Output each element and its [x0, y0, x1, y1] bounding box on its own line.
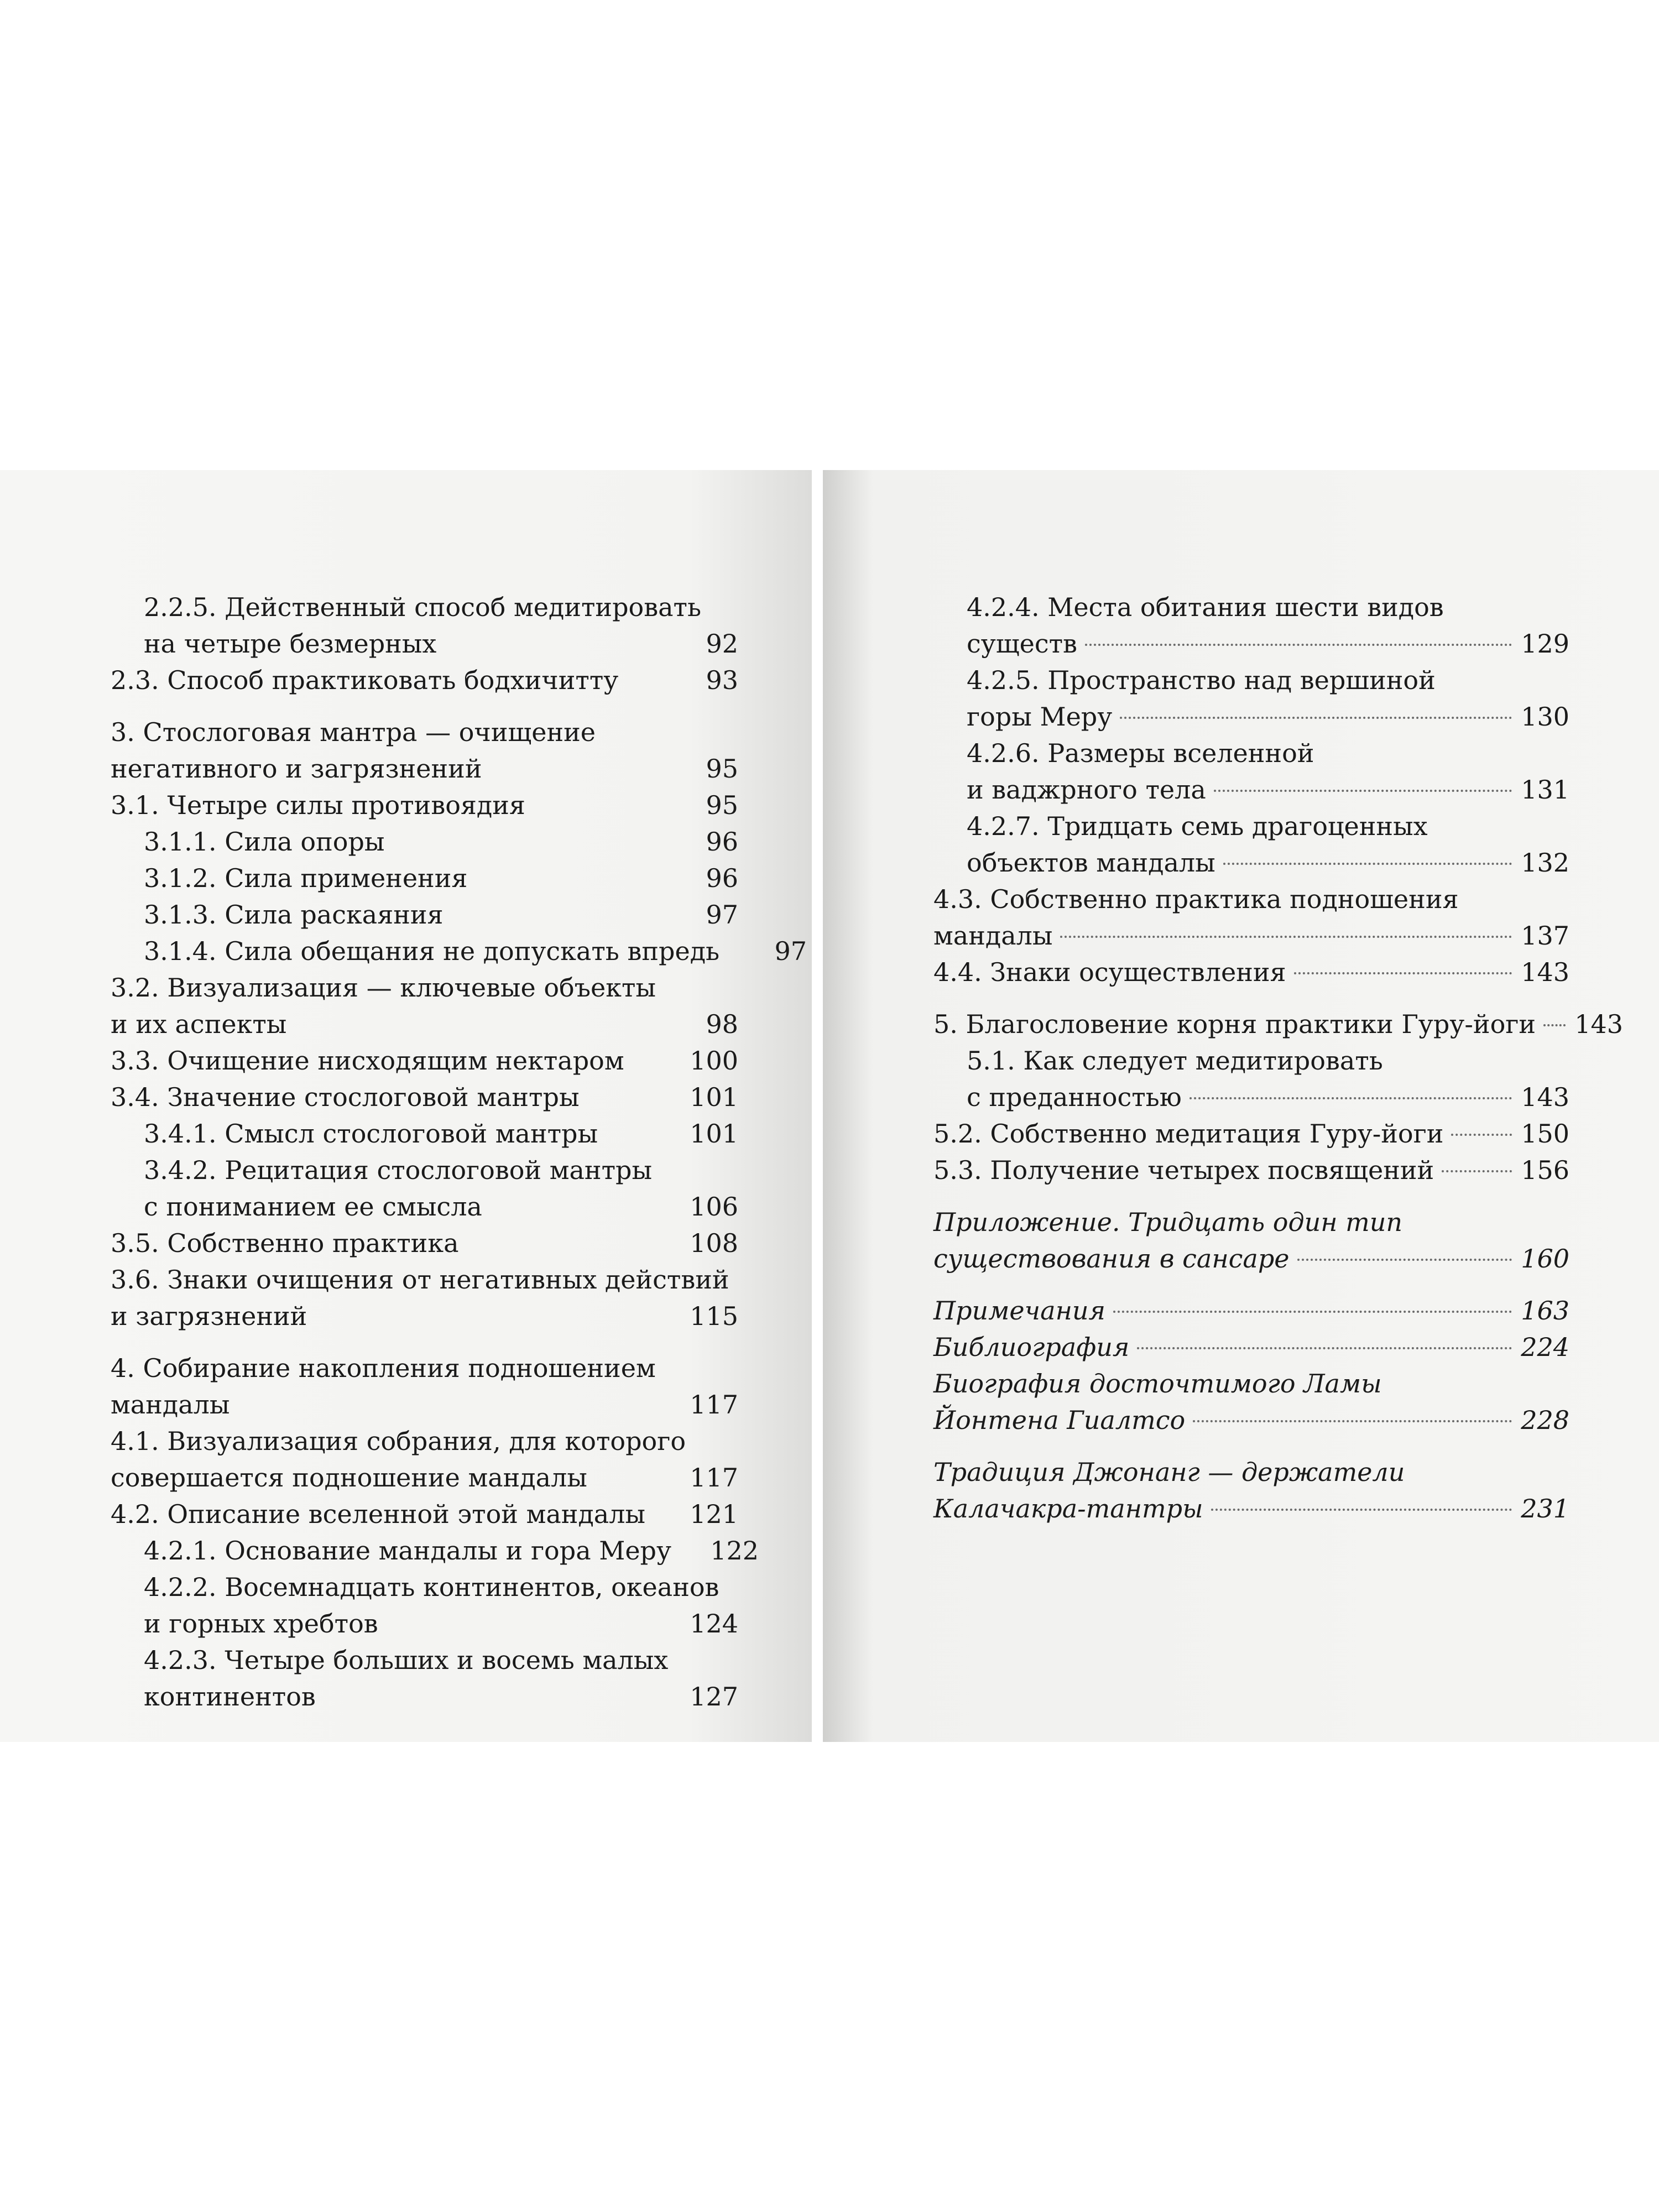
toc-entry-last-line	[144, 1678, 738, 1715]
toc-entry-last-line	[144, 823, 738, 860]
toc-entry-title: 5.2. Собственно медитация Гуру-йоги	[933, 1119, 1444, 1149]
toc-entry	[111, 1261, 738, 1334]
toc-entry-title: и ваджрного тела	[967, 775, 1206, 805]
toc-entry-title: и горных хребтов	[144, 1609, 378, 1639]
toc-entry	[111, 589, 738, 662]
toc-entry-title: негативного и загрязнений	[111, 754, 482, 784]
toc-entry-title: объектов мандалы	[967, 848, 1215, 878]
toc-entry	[111, 896, 738, 933]
toc-entry	[933, 1329, 1569, 1365]
toc-page-number: 98	[706, 1009, 738, 1039]
toc-page-number: 160	[1521, 1244, 1569, 1274]
dot-leader	[1193, 1420, 1512, 1422]
toc-entry-last-line	[144, 625, 738, 662]
toc-entry-title: совершается подношение мандалы	[111, 1463, 587, 1493]
toc-entry	[111, 823, 738, 860]
toc-entry	[933, 954, 1569, 990]
left-page	[0, 470, 812, 1742]
toc-entry	[933, 1454, 1569, 1527]
toc-entry-title: и их аспекты	[111, 1009, 287, 1039]
toc-page-number: 127	[690, 1682, 738, 1712]
toc-entry-text-line: 2.2.5. Действенный способ медитировать	[144, 592, 702, 622]
toc-page-number: 93	[706, 665, 738, 695]
toc-entry-last-line	[967, 698, 1569, 735]
toc-page-number: 97	[706, 900, 738, 930]
toc-entry-text-line: 4.2.7. Тридцать семь драгоценных	[967, 811, 1428, 841]
toc-entry-text-line: 4.3. Собственно практика подношения	[933, 884, 1459, 914]
toc-entry-last-line	[967, 771, 1569, 808]
toc-entry-title: 3.1.1. Сила опоры	[144, 827, 385, 857]
toc-entry	[933, 1006, 1624, 1042]
toc-entry-text-line: Традиция Джонанг — держатели	[933, 1457, 1405, 1487]
toc-entry-last-line	[111, 750, 738, 787]
dot-leader	[1543, 1024, 1566, 1026]
toc-entry-last-line	[111, 1079, 738, 1115]
toc-entry-title: 2.3. Способ практиковать бодхичитту	[111, 665, 619, 695]
toc-entry-text-line: 4.1. Визуализация собрания, для которого	[111, 1426, 686, 1456]
toc-entry-text-line: 3.2. Визуализация — ключевые объекты	[111, 973, 656, 1003]
toc-entry	[111, 1350, 738, 1423]
toc-entry-text-line: 4. Собирание накопления подношением	[111, 1353, 656, 1383]
toc-entry-title: 3.1.3. Сила раскаяния	[144, 900, 444, 930]
toc-entry-title: континентов	[144, 1682, 316, 1712]
toc-entry	[933, 662, 1569, 735]
toc-entry-last-line	[111, 1386, 738, 1423]
toc-entry-text-line: 4.2.3. Четыре больших и восемь малых	[144, 1645, 669, 1675]
toc-page-number: 108	[690, 1228, 738, 1258]
toc-entry-text-line: 4.2.5. Пространство над вершиной	[967, 665, 1436, 695]
right-page	[823, 470, 1659, 1742]
toc-entry-title: мандалы	[933, 921, 1053, 951]
toc-page-number: 122	[710, 1536, 759, 1566]
toc-page-number: 143	[1521, 957, 1569, 987]
toc-entry-title: с пониманием ее смысла	[144, 1192, 482, 1222]
toc-entry-last-line	[933, 1240, 1569, 1277]
toc-entry-last-line	[967, 625, 1569, 662]
toc-entry-text-line: 4.2.2. Восемнадцать континентов, океанов	[144, 1572, 719, 1602]
toc-entry-title: 5. Благословение корня практики Гуру-йоги	[933, 1009, 1536, 1039]
dot-leader	[1451, 1134, 1512, 1136]
toc-entry-last-line	[933, 917, 1569, 954]
toc-entry-last-line	[111, 1042, 738, 1079]
toc-page-number: 96	[706, 827, 738, 857]
toc-page-number: 117	[690, 1390, 738, 1420]
toc-entry-last-line	[111, 1006, 738, 1042]
toc-entry-last-line	[111, 1459, 738, 1496]
toc-entry-title: 3.4.1. Смысл стослоговой мантры	[144, 1119, 598, 1149]
toc-entry-title: 3.1. Четыре силы противоядия	[111, 790, 525, 820]
toc-page-number: 101	[690, 1119, 738, 1149]
toc-entry-last-line	[111, 787, 738, 823]
toc-entry	[111, 662, 738, 698]
toc-page-number: 97	[774, 936, 807, 966]
toc-entry	[111, 1042, 738, 1079]
toc-entry-last-line	[933, 1152, 1569, 1188]
toc-page-number: 156	[1521, 1155, 1569, 1185]
toc-entry-title: Библиография	[933, 1332, 1130, 1362]
toc-page-number: 96	[706, 863, 738, 893]
right-toc	[933, 589, 1624, 1527]
toc-entry-title: с преданностью	[967, 1082, 1182, 1112]
toc-entry	[933, 589, 1569, 662]
toc-page-number: 124	[690, 1609, 738, 1639]
toc-page-number: 121	[690, 1499, 738, 1529]
toc-entry-last-line	[111, 1496, 738, 1532]
toc-entry-last-line	[111, 1225, 738, 1261]
toc-entry-text-line: 3. Стослоговая мантра — очищение	[111, 717, 596, 747]
toc-entry	[111, 1642, 738, 1715]
toc-entry-last-line	[144, 933, 807, 969]
toc-entry-last-line	[933, 1006, 1624, 1042]
toc-entry-last-line	[144, 860, 738, 896]
toc-entry-text-line: Приложение. Тридцать один тип	[933, 1207, 1403, 1237]
toc-page-number: 224	[1521, 1332, 1569, 1362]
toc-entry	[933, 1115, 1569, 1152]
dot-leader	[1442, 1170, 1512, 1172]
toc-entry-last-line	[933, 1490, 1569, 1527]
toc-entry	[933, 1365, 1569, 1438]
left-toc	[111, 589, 807, 1715]
toc-entry-title: Примечания	[933, 1296, 1105, 1326]
toc-entry-title: горы Меру	[967, 702, 1113, 732]
dot-leader	[1223, 863, 1512, 865]
toc-entry-last-line	[111, 1298, 738, 1334]
toc-entry-title: Йонтена Гиалтсо	[933, 1405, 1186, 1435]
toc-entry	[111, 1532, 759, 1569]
dot-leader	[1214, 790, 1512, 792]
toc-entry	[111, 714, 738, 787]
toc-entry	[111, 860, 738, 896]
toc-entry	[111, 1152, 738, 1225]
dot-leader	[1060, 936, 1512, 938]
toc-page-number: 129	[1521, 629, 1569, 659]
dot-leader	[1120, 717, 1512, 719]
toc-entry-title: 3.5. Собственно практика	[111, 1228, 459, 1258]
toc-entry-title: существования в сансаре	[933, 1244, 1290, 1274]
toc-entry-title: 3.1.4. Сила обещания не допускать впредь	[144, 936, 720, 966]
toc-page-number: 231	[1521, 1494, 1569, 1524]
toc-entry-title: существ	[967, 629, 1077, 659]
dot-leader	[1113, 1311, 1512, 1313]
toc-page-number: 163	[1521, 1296, 1569, 1326]
toc-page-number: 92	[706, 629, 738, 659]
toc-entry	[933, 1204, 1569, 1277]
toc-entry-last-line	[144, 1115, 738, 1152]
toc-page-number: 106	[690, 1192, 738, 1222]
toc-page-number: 115	[690, 1301, 738, 1331]
toc-entry-title: на четыре безмерных	[144, 629, 437, 659]
toc-entry	[111, 1423, 738, 1496]
dot-leader	[1085, 644, 1512, 646]
toc-entry-text-line: 5.1. Как следует медитировать	[967, 1046, 1383, 1076]
toc-page-number: 130	[1521, 702, 1569, 732]
toc-entry	[933, 808, 1569, 881]
dot-leader	[1297, 1259, 1512, 1261]
toc-entry-last-line	[967, 844, 1569, 881]
toc-page-number: 228	[1521, 1405, 1569, 1435]
toc-entry-last-line	[144, 1532, 759, 1569]
toc-entry-title: мандалы	[111, 1390, 230, 1420]
toc-entry-title: и загрязнений	[111, 1301, 307, 1331]
toc-page-number: 137	[1521, 921, 1569, 951]
toc-entry-last-line	[933, 1329, 1569, 1365]
toc-page-number: 143	[1574, 1009, 1624, 1039]
toc-entry	[111, 1225, 738, 1261]
toc-entry	[933, 1292, 1569, 1329]
dot-leader	[1190, 1097, 1512, 1099]
toc-entry-title: 4.4. Знаки осуществления	[933, 957, 1286, 987]
toc-entry-text-line: Биография досточтимого Ламы	[933, 1369, 1382, 1399]
toc-page-number: 117	[690, 1463, 738, 1493]
toc-entry-last-line	[933, 1115, 1569, 1152]
dot-leader	[1211, 1509, 1512, 1511]
toc-entry	[933, 735, 1569, 808]
toc-page-number: 131	[1521, 775, 1569, 805]
dot-leader	[1294, 972, 1512, 974]
toc-entry-text-line: 4.2.4. Места обитания шести видов	[967, 592, 1444, 622]
toc-entry	[111, 969, 738, 1042]
toc-entry	[111, 1496, 738, 1532]
toc-entry-title: 5.3. Получение четырех посвящений	[933, 1155, 1434, 1185]
toc-entry-last-line	[144, 1605, 738, 1642]
toc-entry-text-line: 4.2.6. Размеры вселенной	[967, 738, 1314, 768]
toc-entry-title: 3.3. Очищение нисходящим нектаром	[111, 1046, 624, 1076]
toc-page-number: 150	[1521, 1119, 1569, 1149]
toc-entry-last-line	[933, 1402, 1569, 1438]
toc-entry-title: 4.2.1. Основание мандалы и гора Меру	[144, 1536, 672, 1566]
toc-entry	[111, 933, 807, 969]
toc-entry-title: Калачакра-тантры	[933, 1494, 1203, 1524]
toc-page-number: 100	[690, 1046, 738, 1076]
toc-entry-last-line	[144, 1188, 738, 1225]
toc-page-number: 132	[1521, 848, 1569, 878]
toc-entry	[111, 1115, 738, 1152]
toc-page-number: 95	[706, 790, 738, 820]
toc-entry-last-line	[111, 662, 738, 698]
toc-entry-last-line	[967, 1079, 1569, 1115]
toc-entry	[933, 1152, 1569, 1188]
toc-entry-title: 4.2. Описание вселенной этой мандалы	[111, 1499, 646, 1529]
toc-entry	[933, 881, 1569, 954]
toc-entry-text-line: 3.6. Знаки очищения от негативных действий	[111, 1265, 729, 1295]
toc-entry-title: 3.1.2. Сила применения	[144, 863, 468, 893]
toc-entry	[111, 787, 738, 823]
toc-entry-last-line	[933, 954, 1569, 990]
toc-page-number: 101	[690, 1082, 738, 1112]
toc-entry-last-line	[144, 896, 738, 933]
toc-entry	[933, 1042, 1569, 1115]
toc-entry-title: 3.4. Значение стослоговой мантры	[111, 1082, 580, 1112]
toc-entry	[111, 1569, 738, 1642]
toc-entry-text-line: 3.4.2. Рецитация стослоговой мантры	[144, 1155, 653, 1185]
toc-page-number: 95	[706, 754, 738, 784]
toc-page-number: 143	[1521, 1082, 1569, 1112]
dot-leader	[1137, 1347, 1512, 1349]
toc-entry	[111, 1079, 738, 1115]
toc-entry-last-line	[933, 1292, 1569, 1329]
